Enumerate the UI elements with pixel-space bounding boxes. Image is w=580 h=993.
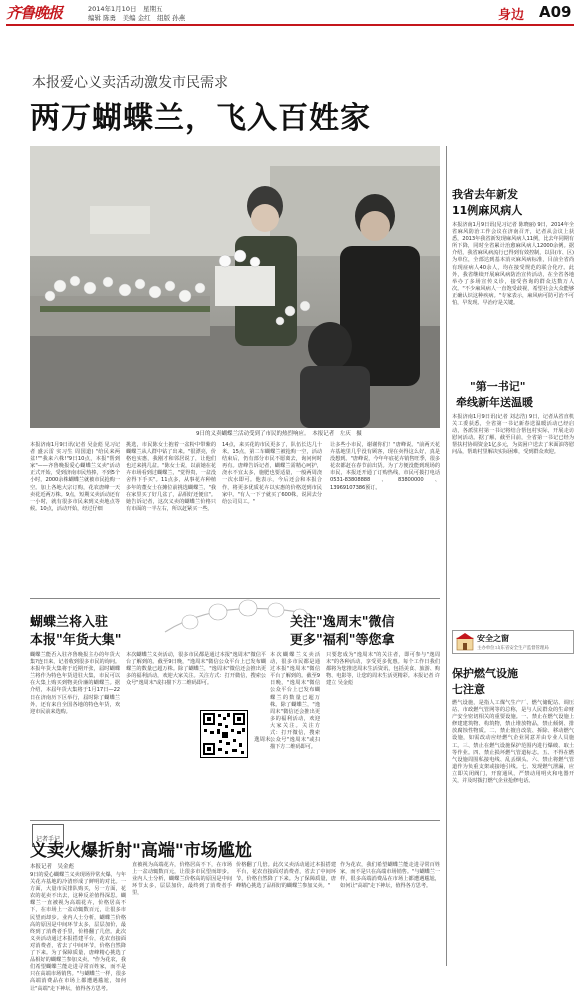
sidebar-divider	[446, 146, 447, 966]
lead-column-1: 本报济南1月9日讯(记者 吴金彪 见习记者 盛云雷 实习生 周国道) "给民来两盆!""我来六株!"9日10点，本报"帮到家"——齐鲁晚报爱心蝴蝶兰义卖"活动正式开始，受到济南市民热捧，不到5个小时，2000余株蝴蝶兰就被市民抢购一空。加上各地大宗订购，花农唐峰一天卖花近两万株。9点，短期义卖活动还有一小时，就有很多市民来到义卖地点等候。10点，活动开始，经过仔细	[30, 442, 120, 512]
bottom-text-1: 9日的爱心蝴蝶兰义卖现场异常火爆，与年关花卉基地的冷清形成了鲜明的对比。一方面，大量市民排队购买，另一方面，花农的花卖不出去，这种反差值得深思。蝴蝶兰一直被视为高端花卉，价格居高不下，在市场上一盆动辄数百元，让很多市民望而却步。业内人士分析，蝴蝶兰价格高的原因是中间环节太多，层层加价，最终到了消费者手里，价格翻了几倍。此次义卖活动通过本报搭建平台，花农直接面对消费者，省去了中间环节，价格自然降了下来。为了保障质量，唐峰精心挑选了品相好的蝴蝶兰参加义卖。"作为花农，我们希望蝴蝶兰能走进寻常百姓家，而不是只在高端市场销售。"与蝴蝶兰一样，很多高端消费品在市场上都遭遇尴尬，如何让"高端"走下神坛，值得各方思考。	[30, 872, 126, 992]
editors-line: 编辑 陈勇 美编 金红 组版 孙燕	[88, 14, 186, 22]
bottom-headline: 义卖火爆折射"高端"市场尴尬	[30, 841, 252, 861]
lead-photo	[30, 146, 440, 428]
lead-photo-caption: 9日的义卖蝴蝶兰活动受到了市民的热烈响应。 本报记者 左庆 摄	[196, 431, 362, 437]
mid-center-text-2: 本次蝴蝶兰义卖活动，很多市民都是通过本报"逸周末"微信平台了解到的。截至9日晚，"逸周末"微信公众平台上已发布蝴蝶兰的数量已超万株。除了蝴蝶兰，"逸周末"微信还会推出更多的福利活动，欢迎大家关注。关注方式：打开微信，搜索公众号"逸周末"或扫描下方二维码即可。	[270, 652, 320, 751]
newspaper-logo: 齐鲁晚报	[6, 4, 63, 22]
qr-code[interactable]	[200, 710, 248, 758]
bottom-byline: 本报记者 吴金彪	[30, 864, 75, 870]
lead-headline: 两万蝴蝶兰，飞入百姓家	[30, 101, 371, 136]
mid-right-text: 只要您成为"逸周末"的关注者，即可参与"逸周末"的各种活动，享受更多优惠。每个工作日我们都将为您推送周末生活资讯，包括美食、旅游、购物、电影等，让您的周末生活更精彩。本报记者 许建立 吴金彪	[326, 652, 440, 687]
lead-column-4: 让多些小市民，谢谢你们！"唐峰说。"前两天花卉基地里几乎没有顾客，现在卖得这么好，真是没想到。"唐峰说，今年年底花卉销售旺季，很多花农都赶在春节前出货。为了方便没能到现场的市民，本报还开通了订购热线，市民可拨打电话0531-83808888、83800000、13969107386预订。	[330, 442, 440, 491]
safety-headline-1: 保护燃气设施	[452, 667, 518, 680]
sidebar-text-2: 本报济南1月9日讯(记者 刘志浩) 9日，记者从省直机关工委获悉，全省第一书记新春送温暖活动已经启动，各派驻村第一书记将结合帮包村实际，开展走访慰问活动。据了解，截至目前，全省第一书记已经为帮扶村协调资金1亿多元，为贫困户送去了米面油等慰问品，帮助村里解决实际困难，受到群众欢迎。	[452, 414, 574, 456]
journalist-note-label: 记者手记	[36, 836, 61, 843]
mid-center-text: 本次蝴蝶兰义卖活动，很多市民都是通过本报"逸周末"微信平台了解到的。截至9日晚，"逸周末"微信公众平台上已发布蝴蝶兰的数量已超万株。除了蝴蝶兰，"逸周末"微信还会推出更多的福利活动，欢迎大家关注。关注方式：打开微信，搜索公众号"逸周末"或扫描下方二维码即可。	[126, 652, 266, 687]
section-name: 身边	[498, 8, 525, 23]
sidebar-text-1: 本报济南1月9日讯(见习记者 陈晓丽) 9日，2014年全省麻风防治工作会议在济南召开，记者从会议上获悉，2013年我省新发现麻风病人11例，比去年同期有所下降，同时全省累计治愈麻风病人12000余例。据介绍，我省麻风病流行已得到有效控制，以县(市、区)为单位，全部达到基本消灭麻风病标准，目前全省尚有现症病人40余人，均在接受规范的联合化疗。此外，我省继续开展麻风病防治宣传活动，在全省各地举办了多场宣传义诊，接受咨询的群众达数万人次。"不少麻风病人一直饱受歧视，希望社会大众能够正确认识这种疾病。"专家表示，麻风病可防可治不可怕，早发现、早治疗是关键。	[452, 222, 574, 307]
orchid-market-scene	[30, 146, 440, 428]
mid-left-text: 蝴蝶兰能否入驻齐鲁晚报主办的年货大集?连日来，记者收到很多市民的询问。本报年货大集将于近期开张，届时蝴蝶兰将作为特色年货进驻大集，市民可以在大集上购买到物美价廉的蝴蝶兰。据介绍，本届年货大集将于1月17日—22日在济南历下区举行，届时除了蝴蝶兰外，还有来自全国各地的特色年货，欢迎市民前来选购。	[30, 652, 120, 715]
bottom-text-3: 价格翻了几倍。此次义卖活动通过本报搭建平台，花农直接面对消费者，省去了中间环节，价格自然降了下来。为了保障质量，唐峰精心挑选了品相好的蝴蝶兰参加义卖。"	[236, 862, 336, 890]
mid-left-headline-1: 蝴蝶兰将入驻	[30, 615, 109, 630]
date-line: 2014年1月10日 星期五	[88, 5, 163, 13]
mid-right-headline-2: 更多"福利"等您拿	[290, 633, 395, 648]
lead-column-2: 挑选，市民陈女士抱着一盆粉中带紫的蝴蝶兰从人群中钻了出来。"很漂亮，价格也实惠，我刚才和邻居说了，让他们也过来挑几盆。"陈女士说，以前她在花卉市场看到过蝴蝶兰，"觉得贵，一盆没舍得下手买"。11点多，从事花卉种植多年的董女士在摊位前挑选蝴蝶兰，"我在家里买了好几盆了，品相好还便宜"。她告诉记者，这次义卖的蝴蝶兰价格只有市面的一半左右，所以赶紧买一些。	[126, 442, 216, 512]
page-number: A09	[539, 3, 572, 21]
sidebar-headline-1: 我省去年新发	[452, 188, 518, 201]
safety-label: 安全之窗	[477, 634, 509, 643]
mid-divider-top	[30, 598, 440, 599]
mid-right-headline-1: 关注"逸周末"微信	[290, 615, 395, 630]
safety-box	[452, 630, 574, 654]
mid-left-headline-2: 本报"年货大集"	[30, 633, 122, 648]
sidebar-headline-2: 11例麻风病人	[452, 204, 523, 217]
safety-headline-2: 七注意	[452, 683, 485, 696]
safety-icon	[456, 633, 474, 651]
bottom-text-4: 作为花农，我们希望蝴蝶兰能走进寻常百姓家，而不是只在高端市场销售。"与蝴蝶兰一样，很多高端消费品在市场上都遭遇尴尬，如何让"高端"走下神坛，值得各方思考。	[340, 862, 440, 890]
safety-sub: 主办单位:山东省安全生产监督管理局	[477, 646, 549, 651]
first-secretary-title-2: 牵线新年送温暖	[456, 396, 533, 409]
lead-kicker: 本报爱心义卖活动激发市民需求	[32, 75, 228, 91]
first-secretary-title: "第一书记"	[470, 380, 526, 393]
bottom-divider	[30, 820, 440, 821]
masthead-rule	[6, 24, 574, 26]
masthead	[0, 0, 580, 32]
bottom-text-2: 直被视为高端花卉，价格居高不下，在市场上一盆动辄数百元，让很多市民望而却步。业内人士分析，蝴蝶兰价格高的原因是中间环节太多，层层加价，最终到了消费者手里，	[132, 862, 232, 897]
lead-column-3: 14点，来买花的市民更多了，队伍长达几十米。15点，第二车蝴蝶兰被抢购一空，活动结束后，仍有部分市民不愿离去，询问何时再有。唐峰告诉记者，蝴蝶兰需精心呵护，浇水不宜太多，施肥也要适量，一般两周浇一次水即可。他表示，今后还会和本报合作，将更多优质花卉以实惠的价格送到市民家中。"有人一下子就买了600株，说回去分给公司员工。"	[222, 442, 322, 505]
safety-text: 燃气设施，是指人工煤气生产厂、燃气储配站、调压站、市政燃气管网等的总称，是与人民群众的生命财产安全密切相关的重要设施。一、禁止在燃气设施上修建建筑物、构筑物，禁止堆放物品，禁止倾倒、排放腐蚀性物质。二、禁止擅自改装、拆除、移动燃气设施，如需改动应经燃气企业同意并由专业人员施工。三、禁止在燃气设施保护范围内进行爆破、取土等作业。四、禁止损坏燃气管道标志。五、不得在燃气设施周围私接电线、乱丢烟头。六、禁止将燃气管道作为负重支架或接地引线。七、发现燃气泄漏，应立即关闭阀门，开窗通风，严禁动用明火和电器开关，并及时拨打燃气企业抢修电话。	[452, 700, 574, 785]
qr-caption: 逸周末	[254, 737, 271, 743]
